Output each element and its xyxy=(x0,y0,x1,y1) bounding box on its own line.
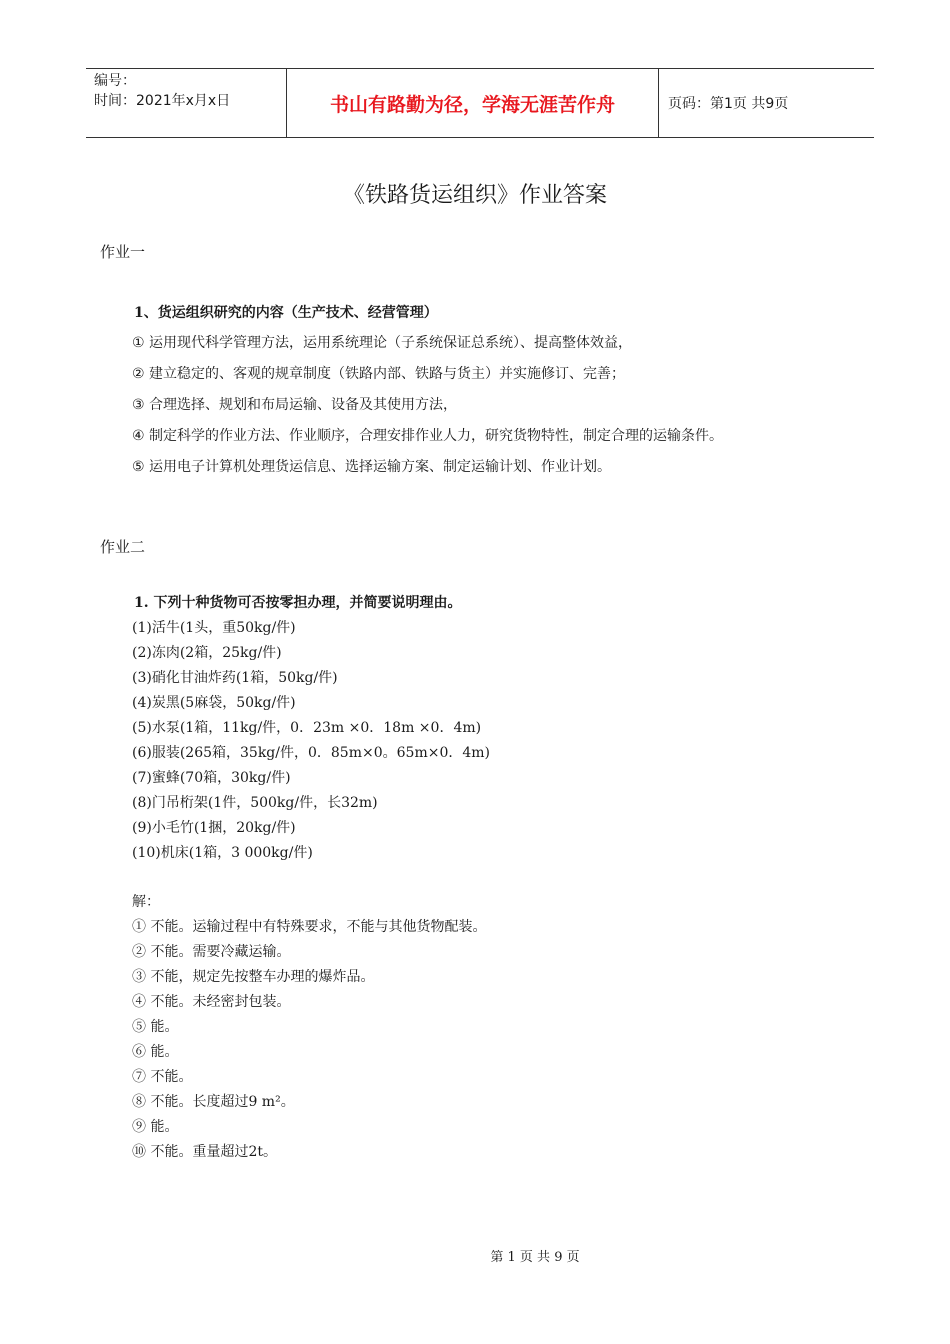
hw2-question: 1. 下列十种货物可否按零担办理，并简要说明理由。 xyxy=(134,595,462,611)
answer-item: ⑥ 能。 xyxy=(132,1044,179,1060)
answer-item: ③ 不能，规定先按整车办理的爆炸品。 xyxy=(132,969,375,985)
header-page-label: 页码：第1页 共9页 xyxy=(668,96,789,112)
goods-item: (8)门吊桁架(1件，500kg/件，长32m) xyxy=(132,795,378,811)
document-time-label: 时间：2021年x月x日 xyxy=(94,93,231,109)
hw2-heading: 作业二 xyxy=(100,538,146,556)
header-motto: 书山有路勤为径，学海无涯苦作舟 xyxy=(329,93,615,116)
answer-item: ⑤ 能。 xyxy=(132,1019,179,1035)
goods-item: (9)小毛竹(1捆，20kg/件) xyxy=(132,820,296,836)
answer-item: ⑦ 不能。 xyxy=(132,1069,193,1085)
header-divider xyxy=(658,69,659,137)
answer-item: ⑩ 不能。重量超过2t。 xyxy=(132,1144,277,1160)
goods-item: (3)硝化甘油炸药(1箱，50kg/件) xyxy=(132,670,338,686)
header-table xyxy=(86,68,874,138)
hw1-item: ④ 制定科学的作业方法、作业顺序，合理安排作业人力，研究货物特性，制定合理的运输条件。 xyxy=(132,428,723,444)
hw1-item: ① 运用现代科学管理方法，运用系统理论（子系统保证总系统）、提高整体效益， xyxy=(132,335,632,351)
answer-item: ① 不能。运输过程中有特殊要求，不能与其他货物配装。 xyxy=(132,919,487,935)
goods-item: (6)服装(265箱，35kg/件，0．85m×0。65m×0．4m) xyxy=(132,745,490,761)
answer-item: ⑨ 能。 xyxy=(132,1119,179,1135)
goods-item: (4)炭黑(5麻袋，50kg/件) xyxy=(132,695,296,711)
goods-item: (7)蜜蜂(70箱，30kg/件) xyxy=(132,770,291,786)
answer-item: ② 不能。需要冷藏运输。 xyxy=(132,944,291,960)
hw1-heading: 作业一 xyxy=(100,243,146,261)
hw1-question: 1、货运组织研究的内容（生产技术、经营管理） xyxy=(134,305,438,321)
answer-label: 解： xyxy=(132,894,160,910)
goods-item: (5)水泵(1箱，11kg/件，0．23m ×0．18m ×0．4m) xyxy=(132,720,482,736)
page-footer: 第 1 页 共 9 页 xyxy=(490,1250,580,1265)
answer-item: ⑧ 不能。长度超过9 m²。 xyxy=(132,1094,295,1110)
hw1-item: ③ 合理选择、规划和布局运输、设备及其使用方法， xyxy=(132,397,457,413)
document-title: 《铁路货运组织》作业答案 xyxy=(342,183,607,208)
hw1-item: ② 建立稳定的、客观的规章制度（铁路内部、铁路与货主）并实施修订、完善； xyxy=(132,366,625,382)
hw1-item: ⑤ 运用电子计算机处理货运信息、选择运输方案、制定运输计划、作业计划。 xyxy=(132,459,611,475)
goods-item: (10)机床(1箱，3 000kg/件) xyxy=(132,845,313,861)
goods-item: (2)冻肉(2箱，25kg/件) xyxy=(132,645,282,661)
header-left-cell xyxy=(86,69,286,137)
document-number-label: 编号： xyxy=(94,73,136,89)
goods-item: (1)活牛(1头，重50kg/件) xyxy=(132,620,296,636)
answer-item: ④ 不能。未经密封包装。 xyxy=(132,994,291,1010)
